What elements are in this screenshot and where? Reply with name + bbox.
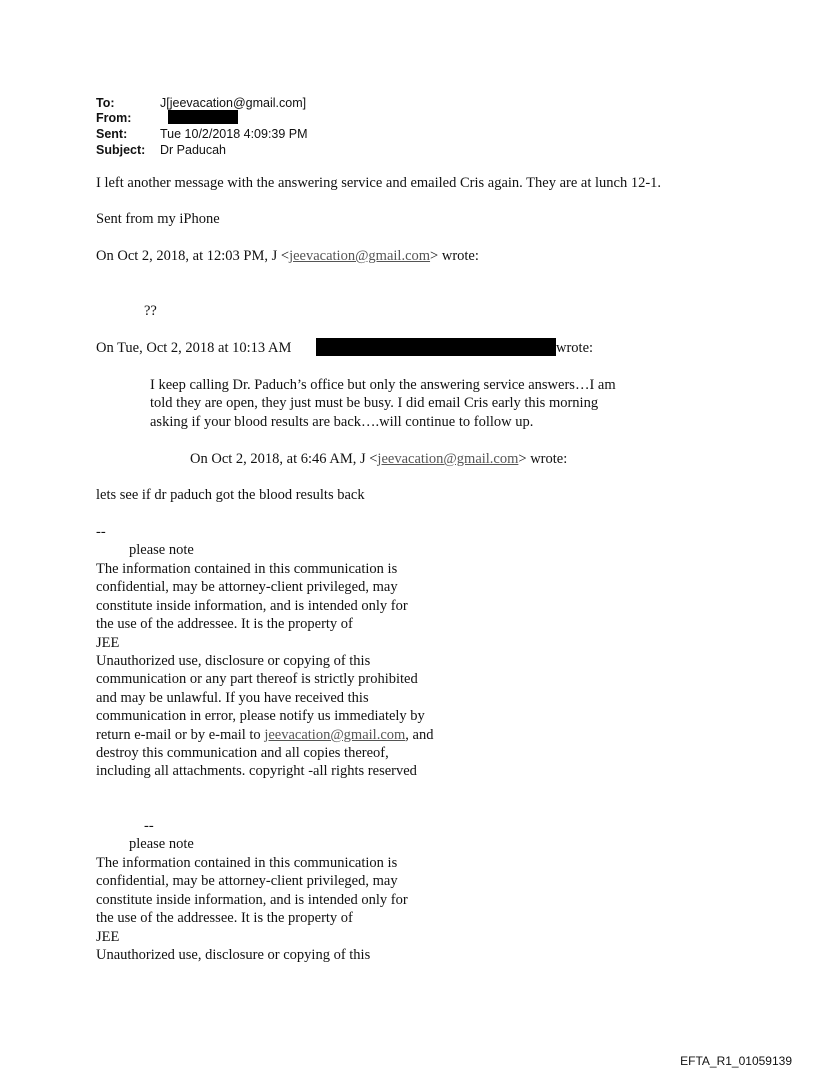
quote2-line: I keep calling Dr. Paduch’s office but only the answering service answers…I am (150, 377, 616, 393)
quote3-prefix: On Oct 2, 2018, at 6:46 AM, J < (190, 451, 378, 467)
disclaimer1-line: Unauthorized use, disclosure or copying of this (96, 653, 371, 670)
from-label: From: (96, 111, 132, 125)
disclaimer2-dashes: -- (144, 818, 154, 834)
disclaimer2-body (96, 854, 408, 964)
disclaimer2-line: Unauthorized use, disclosure or copying of this (96, 947, 371, 964)
quote2-body (150, 376, 616, 431)
to-value: J[jeevacation@gmail.com] (160, 96, 307, 110)
disclaimer1-email-suffix: , and (405, 726, 434, 743)
disclaimer1-line: destroy this communication and all copies thereof, (96, 745, 389, 762)
disclaimer1-line: constitute inside information, and is intended only for (96, 597, 408, 614)
quote1-suffix: > wrote: (430, 248, 479, 264)
quote2-suffix: wrote: (556, 340, 594, 356)
sent-label: Sent: (96, 127, 128, 141)
disclaimer1-line: communication or any part thereof is strictly prohibited (96, 671, 418, 688)
disclaimer1-email-link[interactable]: jeevacation@gmail.com (264, 726, 406, 743)
disclaimer1-line: and may be unlawful. If you have received this (96, 689, 369, 706)
subject-label: Subject: (96, 143, 146, 157)
disclaimer2-note: please note (129, 836, 194, 852)
disclaimer2-line: The information contained in this communication is (96, 855, 398, 871)
disclaimer2-line: confidential, may be attorney-client privileged, may (96, 873, 398, 890)
quote2-line: asking if your blood results are back….will continue to follow up. (150, 413, 534, 430)
disclaimer1-line: JEE (96, 634, 120, 651)
disclaimer1-email-line (96, 726, 433, 744)
quote2-line: told they are open, they just must be busy. I did email Cris early this morning (150, 395, 599, 412)
quote1-reply: ?? (144, 303, 157, 319)
disclaimer2-line: the use of the addressee. It is the property of (96, 910, 353, 927)
disclaimer1-line: communication in error, please notify us immediately by (96, 708, 425, 725)
quote3-email-link[interactable]: jeevacation@gmail.com (377, 451, 519, 467)
disclaimer1-line: confidential, may be attorney-client privileged, may (96, 579, 398, 596)
quote3-header (190, 451, 567, 468)
disclaimer1-line: The information contained in this communication is (96, 561, 398, 577)
quote1-prefix: On Oct 2, 2018, at 12:03 PM, J < (96, 248, 290, 264)
disclaimer1-dashes: -- (96, 524, 106, 540)
redaction-from (168, 110, 238, 124)
disclaimer1-email-prefix: return e-mail or by e-mail to (96, 726, 265, 743)
quote1-header (96, 248, 479, 265)
quote3-text: lets see if dr paduch got the blood results back (96, 487, 365, 503)
disclaimer1-line: the use of the addressee. It is the property of (96, 616, 353, 633)
sent-value: Tue 10/2/2018 4:09:39 PM (160, 127, 308, 141)
subject-value: Dr Paducah (160, 143, 227, 157)
disclaimer1-line: including all attachments. copyright -all rights reserved (96, 763, 417, 780)
quote2-prefix: On Tue, Oct 2, 2018 at 10:13 AM (96, 340, 292, 356)
to-label: To: (96, 96, 115, 110)
quote3-suffix: > wrote: (518, 451, 568, 467)
disclaimer2-line: constitute inside information, and is intended only for (96, 891, 408, 908)
redaction-sender (316, 338, 556, 356)
disclaimer2-line: JEE (96, 928, 120, 945)
document-id: EFTA_R1_01059139 (680, 1054, 792, 1068)
disclaimer1-note: please note (129, 542, 194, 558)
disclaimer1-body (96, 560, 433, 781)
message-line: I left another message with the answering service and emailed Cris again. They are at lunch 12-1. (96, 175, 662, 191)
quote1-email-link[interactable]: jeevacation@gmail.com (289, 248, 431, 264)
signature: Sent from my iPhone (96, 211, 220, 227)
